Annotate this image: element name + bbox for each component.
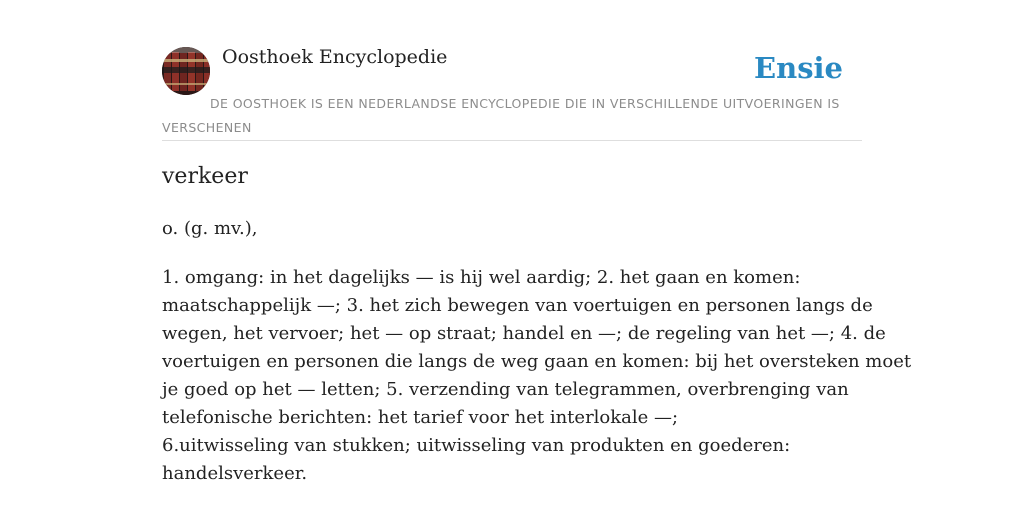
definition-line: 6.uitwisseling van stukken; uitwisseling van produkten en goederen: [162, 435, 791, 456]
source-name[interactable]: Oosthoek Encyclopedie [222, 46, 448, 68]
encyclopedia-books-icon [162, 47, 210, 95]
definition-line: telefonische berichten: het tarief voor het interlokale —; [162, 407, 679, 428]
entry-definition [162, 264, 912, 488]
definition-line: wegen, het vervoer; het — op straat; handel en —; de regeling van het —; 4. de [162, 323, 886, 344]
source-header [162, 44, 862, 141]
ensie-logo[interactable]: Ensie [754, 51, 843, 85]
entry-term: verkeer [162, 164, 248, 189]
definition-line: 1. omgang: in het dagelijks — is hij wel aardig; 2. het gaan en komen: [162, 267, 801, 288]
definition-line: maatschappelijk —; 3. het zich bewegen van voertuigen en personen langs de [162, 295, 873, 316]
definition-line: je goed op het — letten; 5. verzending van telegrammen, overbrenging van [162, 379, 849, 400]
definition-line: voertuigen en personen die langs de weg gaan en komen: bij het oversteken moet [162, 351, 912, 372]
source-description: DE OOSTHOEK IS EEN NEDERLANDSE ENCYCLOPEDIE DIE IN VERSCHILLENDE UITVOERINGEN IS VERSCHENEN [162, 96, 840, 135]
definition-line: handelsverkeer. [162, 463, 308, 484]
entry-grammar: o. (g. mv.), [162, 218, 258, 239]
